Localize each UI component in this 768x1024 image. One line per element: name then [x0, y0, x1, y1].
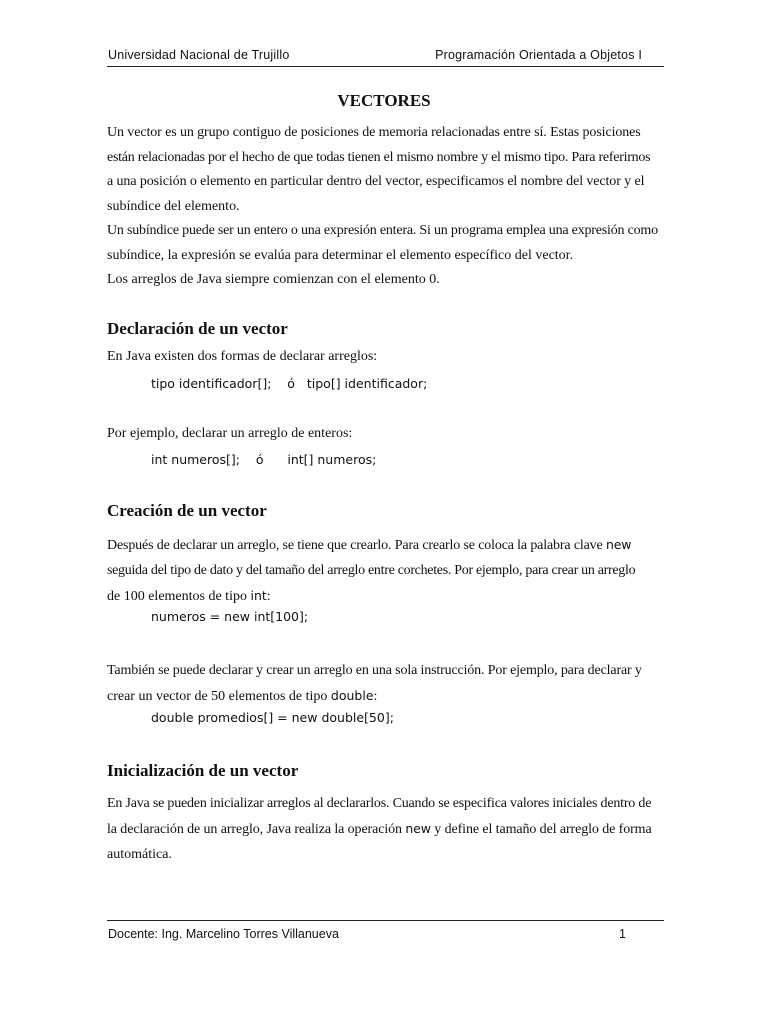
section-heading-inicializacion: Inicialización de un vector	[107, 761, 299, 780]
intro-line: están relacionadas por el hecho de que todas tienen el mismo nombre y el mismo tipo. Para referirnos	[107, 149, 651, 165]
text-run: la declaración de un arreglo, Java realiza la operación	[107, 822, 406, 837]
keyword-double: double	[330, 688, 374, 703]
section2-line	[107, 683, 663, 709]
intro-line: a una posición o elemento en particular dentro del vector, especificamos el nombre del vector y el	[107, 174, 645, 189]
text-run: :	[266, 589, 271, 604]
section2-paragraph	[107, 532, 663, 609]
intro-line: subíndice del elemento.	[107, 198, 240, 214]
code-create-array: numeros = new int[100];	[151, 609, 309, 624]
text-run: de 100 elementos de tipo	[107, 589, 251, 604]
section3-paragraph	[107, 791, 663, 867]
page-footer	[107, 920, 664, 941]
section1-text-1: En Java existen dos formas de declarar arreglos:	[107, 349, 378, 364]
text-run: crear un vector de 50 elementos de tipo	[107, 689, 331, 704]
section2-line	[107, 583, 663, 609]
intro-line: Los arreglos de Java siempre comienzan con el elemento 0.	[107, 272, 440, 287]
code-declare-and-create: double promedios[] = new double[50];	[151, 710, 394, 725]
keyword-new: new	[405, 821, 431, 836]
section3-line: En Java se pueden inicializar arreglos al declararlos. Cuando se especifica valores iniciales dentro de	[107, 796, 652, 811]
header-course: Programación Orientada a Objetos I	[435, 48, 642, 62]
section-heading-creacion: Creación de un vector	[107, 501, 267, 520]
document-title: VECTORES	[337, 91, 431, 110]
footer-teacher: Docente: Ing. Marcelino Torres Villanueva	[108, 927, 339, 941]
section3-line: automática.	[107, 847, 172, 862]
intro-line: subíndice, la expresión se evalúa para determinar el elemento específico del vector.	[107, 247, 574, 263]
section-heading-declaracion: Declaración de un vector	[107, 319, 288, 338]
intro-line: Un subíndice puede ser un entero o una expresión entera. Si un programa emplea una expresión como	[107, 223, 658, 238]
code-int-declaration: int numeros[]; ó int[] numeros;	[151, 452, 377, 467]
section2-line: También se puede declarar y crear un arreglo en una sola instrucción. Por ejemplo, para declarar y	[107, 663, 642, 678]
section1-text-2: Por ejemplo, declarar un arreglo de enteros:	[107, 426, 353, 441]
page-number: 1	[619, 927, 626, 941]
text-run: y define el tamaño del arreglo de forma	[430, 822, 652, 837]
section2-line: seguida del tipo de dato y del tamaño del arreglo entre corchetes. Por ejemplo, para crear un arreglo	[107, 563, 636, 578]
header-university: Universidad Nacional de Trujillo	[108, 48, 290, 62]
keyword-int: int	[250, 588, 267, 603]
intro-line: Un vector es un grupo contiguo de posiciones de memoria relacionadas entre sí. Estas posiciones	[107, 125, 641, 140]
page-header	[107, 46, 664, 67]
code-declaration-forms: tipo identificador[]; ó tipo[] identificador;	[151, 376, 428, 391]
keyword-new: new	[605, 537, 632, 552]
text-run: :	[373, 689, 378, 704]
intro-paragraph	[107, 121, 663, 293]
text-run: Después de declarar un arreglo, se tiene que crearlo. Para crearlo se coloca la palabra clave	[107, 538, 606, 553]
section3-line	[107, 816, 663, 842]
section2-paragraph-2	[107, 658, 663, 709]
section2-line	[107, 532, 663, 558]
